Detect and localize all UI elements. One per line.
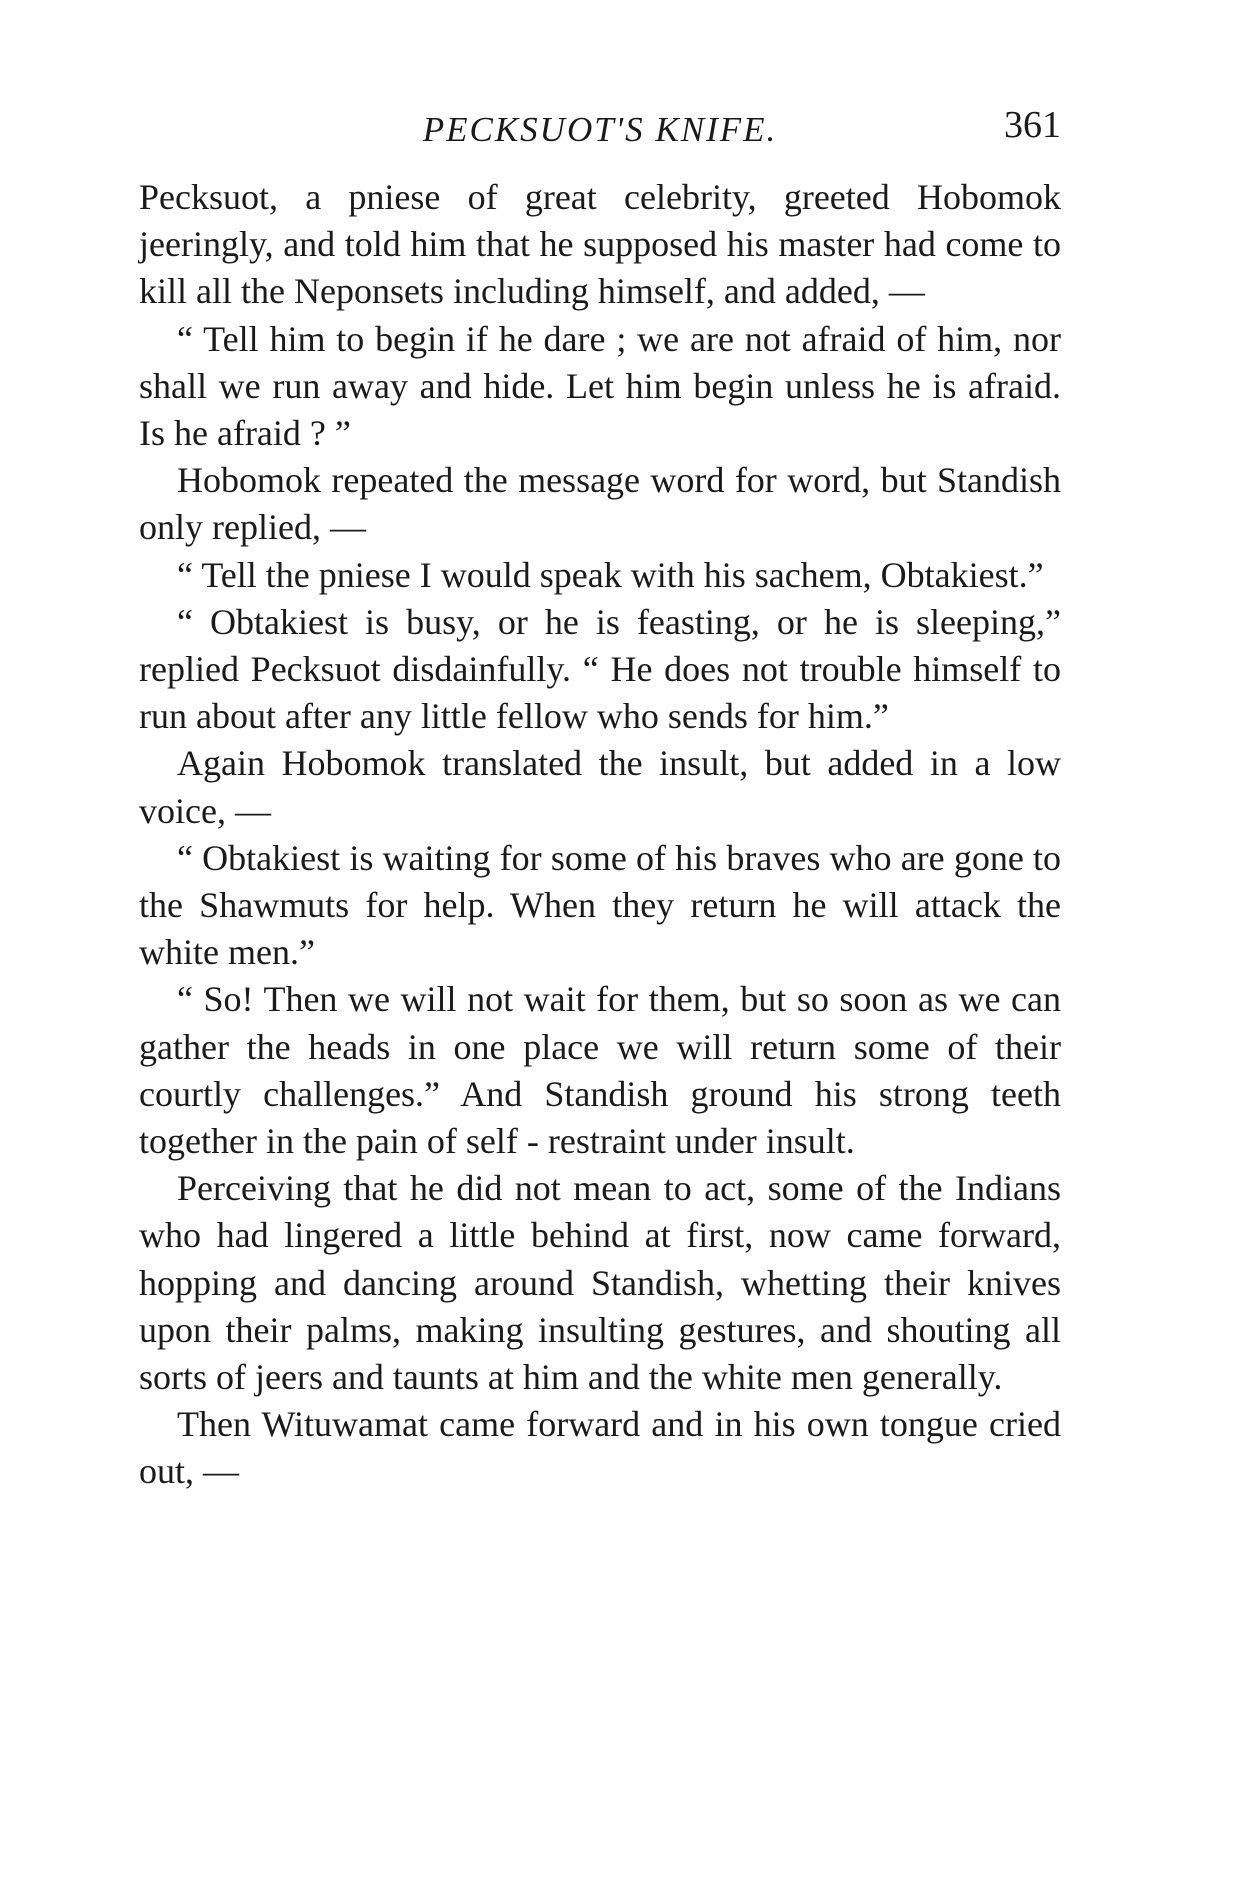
book-page xyxy=(139,100,1061,1496)
paragraph: Pecksuot, a pniese of great celebrity, greeted Hobomok jeeringly, and told him that he supposed his master had come to kill all the Neponsets including himself, and added, — xyxy=(139,177,1061,312)
paragraph: “ Tell him to begin if he dare ; we are not afraid of him, nor shall we run away and hide. Let him begin unless he is afraid. Is he afraid ? ” xyxy=(139,318,1061,454)
running-head xyxy=(139,100,1061,160)
paragraph: “ Obtakiest is busy, or he is feasting, or he is sleeping,” replied Pecksuot disdainfully. “ He does not trouble himself to run about after any little fellow who sends for him.” xyxy=(139,601,1061,737)
paragraph: “ Obtakiest is waiting for some of his braves who are gone to the Shawmuts for help. When they return he will attack the white men.” xyxy=(139,837,1061,973)
paragraph: “ Tell the pniese I would speak with his sachem, Obtakiest.” xyxy=(177,554,1044,595)
paragraph: Perceiving that he did not mean to act, some of the Indians who had lingered a little behind at first, now came forward, hopping and dancing around Standish, whetting their knives upon their palms, making insulting gestures, and shouting all sorts of jeers and taunts at him and the white men generally. xyxy=(139,1168,1061,1398)
paragraph: Hobomok repeated the message word for word, but Standish only replied, — xyxy=(139,460,1061,548)
page-number: 361 xyxy=(1004,104,1061,146)
running-title: PECKSUOT'S KNIFE. xyxy=(422,110,778,149)
paragraph: Again Hobomok translated the insult, but added in a low voice, — xyxy=(139,743,1061,831)
paragraph: Then Wituwamat came forward and in his own tongue cried out, — xyxy=(139,1404,1061,1492)
paragraph: “ So! Then we will not wait for them, but so soon as we can gather the heads in one place we will return some of their courtly challenges.” And Standish ground his strong teeth together in the pain of self - restraint under insult. xyxy=(139,979,1061,1162)
